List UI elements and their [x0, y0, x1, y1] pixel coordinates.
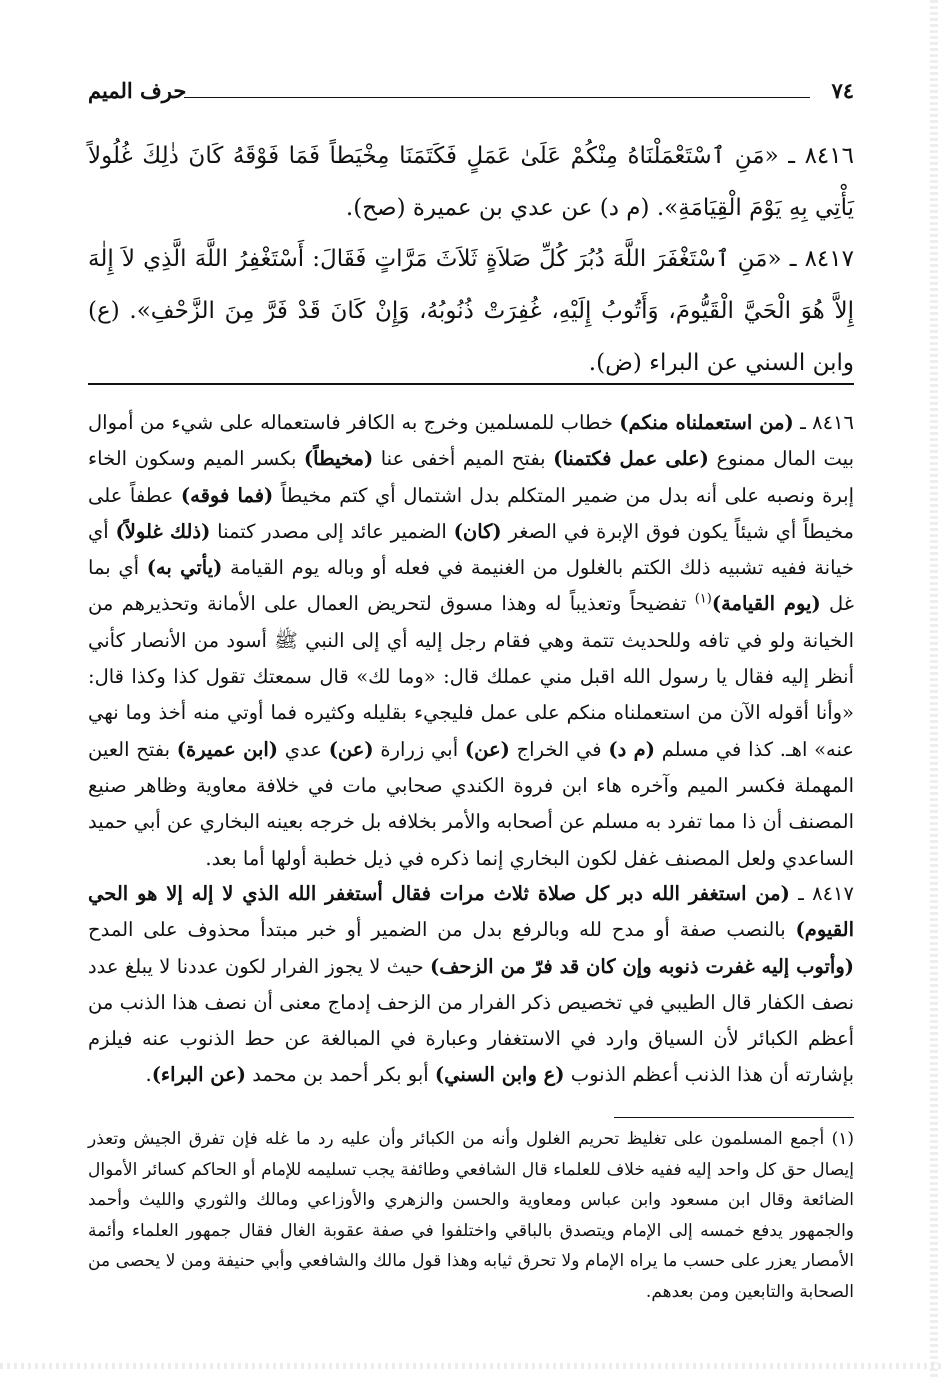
- explanation: بفتح العين المهملة فكسر الميم وآخره هاء ابن فروة الكندي صحابي مات في خلافة معاوية وظاهر صنيع المصنف أن ذا مما تفرد به مسلم عن أصحابه والأمر بخلافه بل خرجه بعينه البخاري عن أبي حميد الساعدي ولعل المصنف غفل لكون البخاري إنما ذكره في ذيل خطبة أولها أما بعد.: [88, 737, 854, 870]
- quoted-phrase: (ابن عميرة): [176, 737, 279, 761]
- scan-edge-noise-bottom: [0, 1363, 944, 1369]
- explanation: في الخراج: [509, 737, 609, 761]
- explanation: حيث لا يجوز الفرار لكون عددنا لا يبلغ عدد نصف الكفار قال الطيبي في تخصيص ذكر الفرار من الزحف إدماج معنى أن نصف هذا الذنب من أعظم الكبائر لأن السياق وارد في الاستغفار وعبارة في المبالغة عن حط الذنوب عنه فيلزم بإشارته أن هذا الذنب أعظم الذنوب: [88, 954, 854, 1087]
- commentary-8417: [88, 876, 854, 1094]
- quoted-phrase: (عن): [328, 737, 374, 761]
- explanation: أبو بكر أحمد بن محمد: [246, 1063, 435, 1087]
- explanation: أبي زرارة: [373, 737, 465, 761]
- quoted-phrase: (وأتوب إليه غفرت ذنوبه وإن كان قد فرّ من الزحف): [430, 954, 854, 978]
- quoted-phrase: (ع وابن السني): [434, 1063, 565, 1087]
- quoted-phrase: (فما فوقه): [180, 483, 274, 507]
- quoted-phrase: (م د): [608, 737, 655, 761]
- quoted-phrase: (يأتي به): [146, 556, 223, 580]
- hadith-text: «مَنِ ٱسْتَغْفَرَ اللَّهَ دُبُرَ كُلِّ صَلاَةٍ ثَلاَثَ مَرَّاتٍ فَقَالَ: أَسْتَغْفِرُ اللَّهَ الَّذِي لاَ إِلٰهَ إِلاَّ هُوَ الْحَيَّ الْقَيُّومَ، وَأَتُوبُ إِلَيْهِ، غُفِرَتْ ذُنُوبُهُ، وَإِنْ كَانَ قَدْ فَرَّ مِنَ الزَّحْفِ».: [88, 246, 854, 324]
- explanation: الضمير عائد إلى مصدر كتمنا: [210, 519, 454, 543]
- quoted-phrase: (عن): [464, 737, 510, 761]
- explanation: أي خيانة ففيه تشبيه ذلك الكتم بالغلول من الغنيمة في فعله أو وباله يوم القيامة: [88, 519, 854, 580]
- page-number: ٧٤: [831, 78, 854, 103]
- hadith-8416: [88, 130, 854, 234]
- quoted-phrase: (كان): [453, 519, 502, 543]
- hadith-8417: [88, 233, 854, 389]
- quoted-phrase: (على عمل فكتمنا): [553, 447, 709, 471]
- quoted-phrase: (من استعملناه منكم): [619, 411, 794, 434]
- footnote: [88, 1124, 854, 1307]
- explanation: أي بما غل: [88, 556, 854, 616]
- explanation: عدي: [278, 737, 329, 761]
- footnote-marker: (١): [831, 1129, 855, 1149]
- footnote-text: أجمع المسلمون على تغليظ تحريم الغلول وأنه من الكبائر وأن عليه رد ما غله فإن تفرق الجيش وتعذر إيصال حق كل واحد إليه ففيه خلاف للعلماء قال الشافعي وطائفة يجب تسليمه للإمام أو الحاكم كسائر الأموال الضائعة وقال ابن مسعود وابن عباس ومعاوية والحسن والزهري والأوزاعي ومالك والثوري والليث وأحمد والجمهور يدفع خمسه إلى الإمام ويتصدق بالباقي واختلفوا في صفة عقوبة الغال فقال جمهور العلماء وأئمة الأمصار يعزر على حسب ما يراه الإمام ولا تحرق ثيابه وهذا قول مالك والشافعي وأبي حنيفة ومن لا يحصى من الصحابة والتابعين ومن بعدهم.: [88, 1129, 854, 1302]
- hadith-number: ٨٤١٦ ـ: [788, 143, 854, 169]
- quoted-phrase: (من استغفر الله دبر كل صلاة ثلاث مرات فقال أستغفر الله الذي لا إله إلا هو الحي القيوم): [88, 882, 854, 942]
- explanation: بفتح الميم أخفى عنا: [373, 447, 554, 471]
- running-header: [88, 78, 854, 110]
- explanation: خطاب للمسلمين وخرج به الكافر فاستعماله على شيء من أموال بيت المال ممنوع: [88, 411, 854, 471]
- hadith-number: ٨٤١٧ ـ: [789, 246, 854, 272]
- explanation: .: [145, 1063, 152, 1087]
- footnote-reference[interactable]: (١): [694, 591, 712, 607]
- explanation: عطفاً على مخيطاً أي شيئاً يكون فوق الإبرة في الصغر: [88, 483, 854, 543]
- scan-edge-noise: [930, 0, 938, 1377]
- hadith-text: «مَنِ ٱسْتَعْمَلْنَاهُ مِنْكُمْ عَلَىٰ عَمَلٍ فَكَتَمَنَا مِخْيَطاً فَمَا فَوْقَهُ كَانَ ذٰلِكَ غُلُولاً يَأْتِي بِهِ يَوْمَ الْقِيَامَةِ».: [88, 143, 854, 221]
- main-divider: [88, 383, 854, 385]
- commentary-number: ٨٤١٦ ـ: [800, 411, 854, 434]
- hadith-source: (م د) عن عدي بن عميرة (صح).: [345, 195, 650, 221]
- explanation: بكسر الميم وسكون الخاء إبرة ونصبه على أنه بدل من ضمير المتكلم بدل اشتمال أي كتم مخيطاً: [88, 447, 854, 507]
- chapter-title: حرف الميم: [88, 78, 187, 103]
- commentary-number: ٨٤١٧ ـ: [798, 882, 854, 905]
- quoted-phrase: (يوم القيامة): [711, 592, 821, 616]
- footnote-divider: [614, 1117, 854, 1118]
- explanation: تفضيحاً وتعذيباً له وهذا مسوق لتحريض العمال على الأمانة وتحذيرهم من الخيانة ولو في تافه وللحديث تتمة وهي فقام رجل إليه أي إلى النبي ﷺ أسود من الأنصار كأني أنظر إليه فقال يا رسول الله اقبل مني عملك قال: «وما لك» قال سمعتك تقول كذا وكذا قال: «وأنا أقوله الآن من استعملناه منكم على عمل فليجيء بقليله وكثيره فما أوتي منه أخذ وما نهي عنه» اهـ. كذا في مسلم: [88, 592, 855, 761]
- header-rule: [184, 97, 810, 98]
- hadith-source: (ع) وابن السني عن البراء (ض).: [88, 298, 854, 376]
- quoted-phrase: (ذلك غلولاً): [115, 519, 211, 543]
- quoted-phrase: (عن البراء): [151, 1063, 246, 1087]
- commentary-8416: [88, 405, 854, 877]
- quoted-phrase: (مخيطاً): [303, 447, 374, 471]
- explanation: بالنصب صفة أو مدح لله وبالرفع بدل من الضمير أو خبر مبتدأ محذوف على المدح: [88, 918, 796, 942]
